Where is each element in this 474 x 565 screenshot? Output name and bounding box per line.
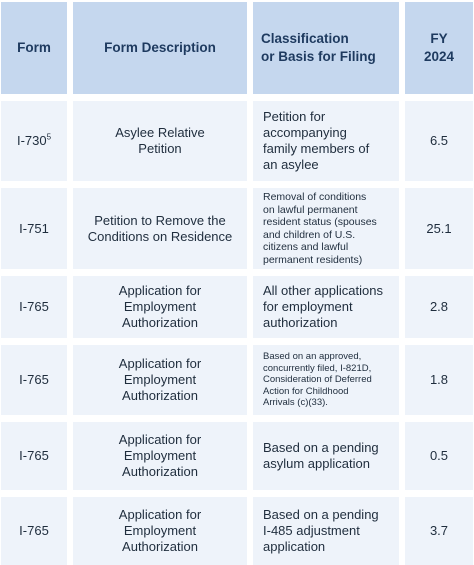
table-row-1-form	[1, 101, 67, 181]
fy-value: 3.7	[429, 523, 449, 538]
form-description: Asylee Relative Petition	[115, 125, 205, 156]
classification-text: Based on a pending I-485 adjustment application	[263, 507, 379, 554]
table-row-4-classification	[253, 345, 399, 415]
form-description: Application for Employment Authorization	[118, 507, 202, 554]
table-row-2-description	[73, 188, 247, 269]
fy-value: 25.1	[426, 220, 452, 236]
header-fy	[405, 2, 473, 94]
fy-value: 6.5	[429, 133, 449, 148]
table-row-3-form	[1, 276, 67, 338]
header-description-label: Form Description	[104, 40, 216, 55]
form-number: I-765	[19, 372, 49, 387]
form-number: $I-730^5$	[16, 132, 52, 148]
classification-text: Petition for accompanying family members of an asylee	[263, 109, 370, 172]
table-row-6-description	[73, 497, 247, 565]
table-row-3-classification	[253, 276, 399, 338]
table-row-3-description	[73, 276, 247, 338]
header-form	[1, 2, 67, 94]
classification-text: Based on an approved, concurrently filed, I-821D, Consideration of Deferred Action for Childhood Arrivals (c)(33).	[263, 351, 372, 409]
classification-text: All other applications for employment authorization	[263, 283, 383, 330]
classification-text: Removal of conditions on lawful permanent resident status (spouses and children of U.S. citizens and lawful permanent residents)	[263, 191, 377, 266]
form-description: Application for Employment Authorization	[118, 356, 202, 403]
form-number: I-751	[19, 220, 49, 236]
table-row-2-classification	[253, 188, 399, 269]
table-row-6-form	[1, 497, 67, 565]
table-row-5-classification	[253, 422, 399, 490]
table-row-5-description	[73, 422, 247, 490]
form-description: Application for Employment Authorization	[118, 283, 202, 330]
table-row-5-fy	[405, 422, 473, 490]
form-number: I-765	[19, 523, 49, 538]
header-classification-label: Classification or Basis for Filing	[261, 31, 376, 64]
table-row-2-form	[1, 188, 67, 269]
table-row-3-fy	[405, 276, 473, 338]
header-form-label: Form	[17, 40, 51, 55]
table-row-1-description	[73, 101, 247, 181]
form-number: I-765	[19, 448, 49, 463]
table-row-1-fy	[405, 101, 473, 181]
table-row-6-fy	[405, 497, 473, 565]
table-row-4-form	[1, 345, 67, 415]
footnote-marker: 5	[46, 132, 52, 142]
table-row-4-fy	[405, 345, 473, 415]
fy-value: 2.8	[429, 299, 449, 314]
table-row-4-description	[73, 345, 247, 415]
classification-text: Based on a pending asylum application	[263, 440, 379, 471]
header-fy-label: FY 2024	[423, 31, 455, 64]
fy-value: 1.8	[429, 372, 449, 387]
table-row-1-classification	[253, 101, 399, 181]
header-description	[73, 2, 247, 94]
form-description: Application for Employment Authorization	[118, 432, 202, 479]
table-row-2-fy	[405, 188, 473, 269]
header-classification	[253, 2, 399, 94]
form-description: Petition to Remove the Conditions on Residence	[87, 212, 233, 244]
table-row-5-form	[1, 422, 67, 490]
table-row-6-classification	[253, 497, 399, 565]
form-number: I-765	[19, 299, 49, 314]
fy-value: 0.5	[429, 448, 449, 463]
